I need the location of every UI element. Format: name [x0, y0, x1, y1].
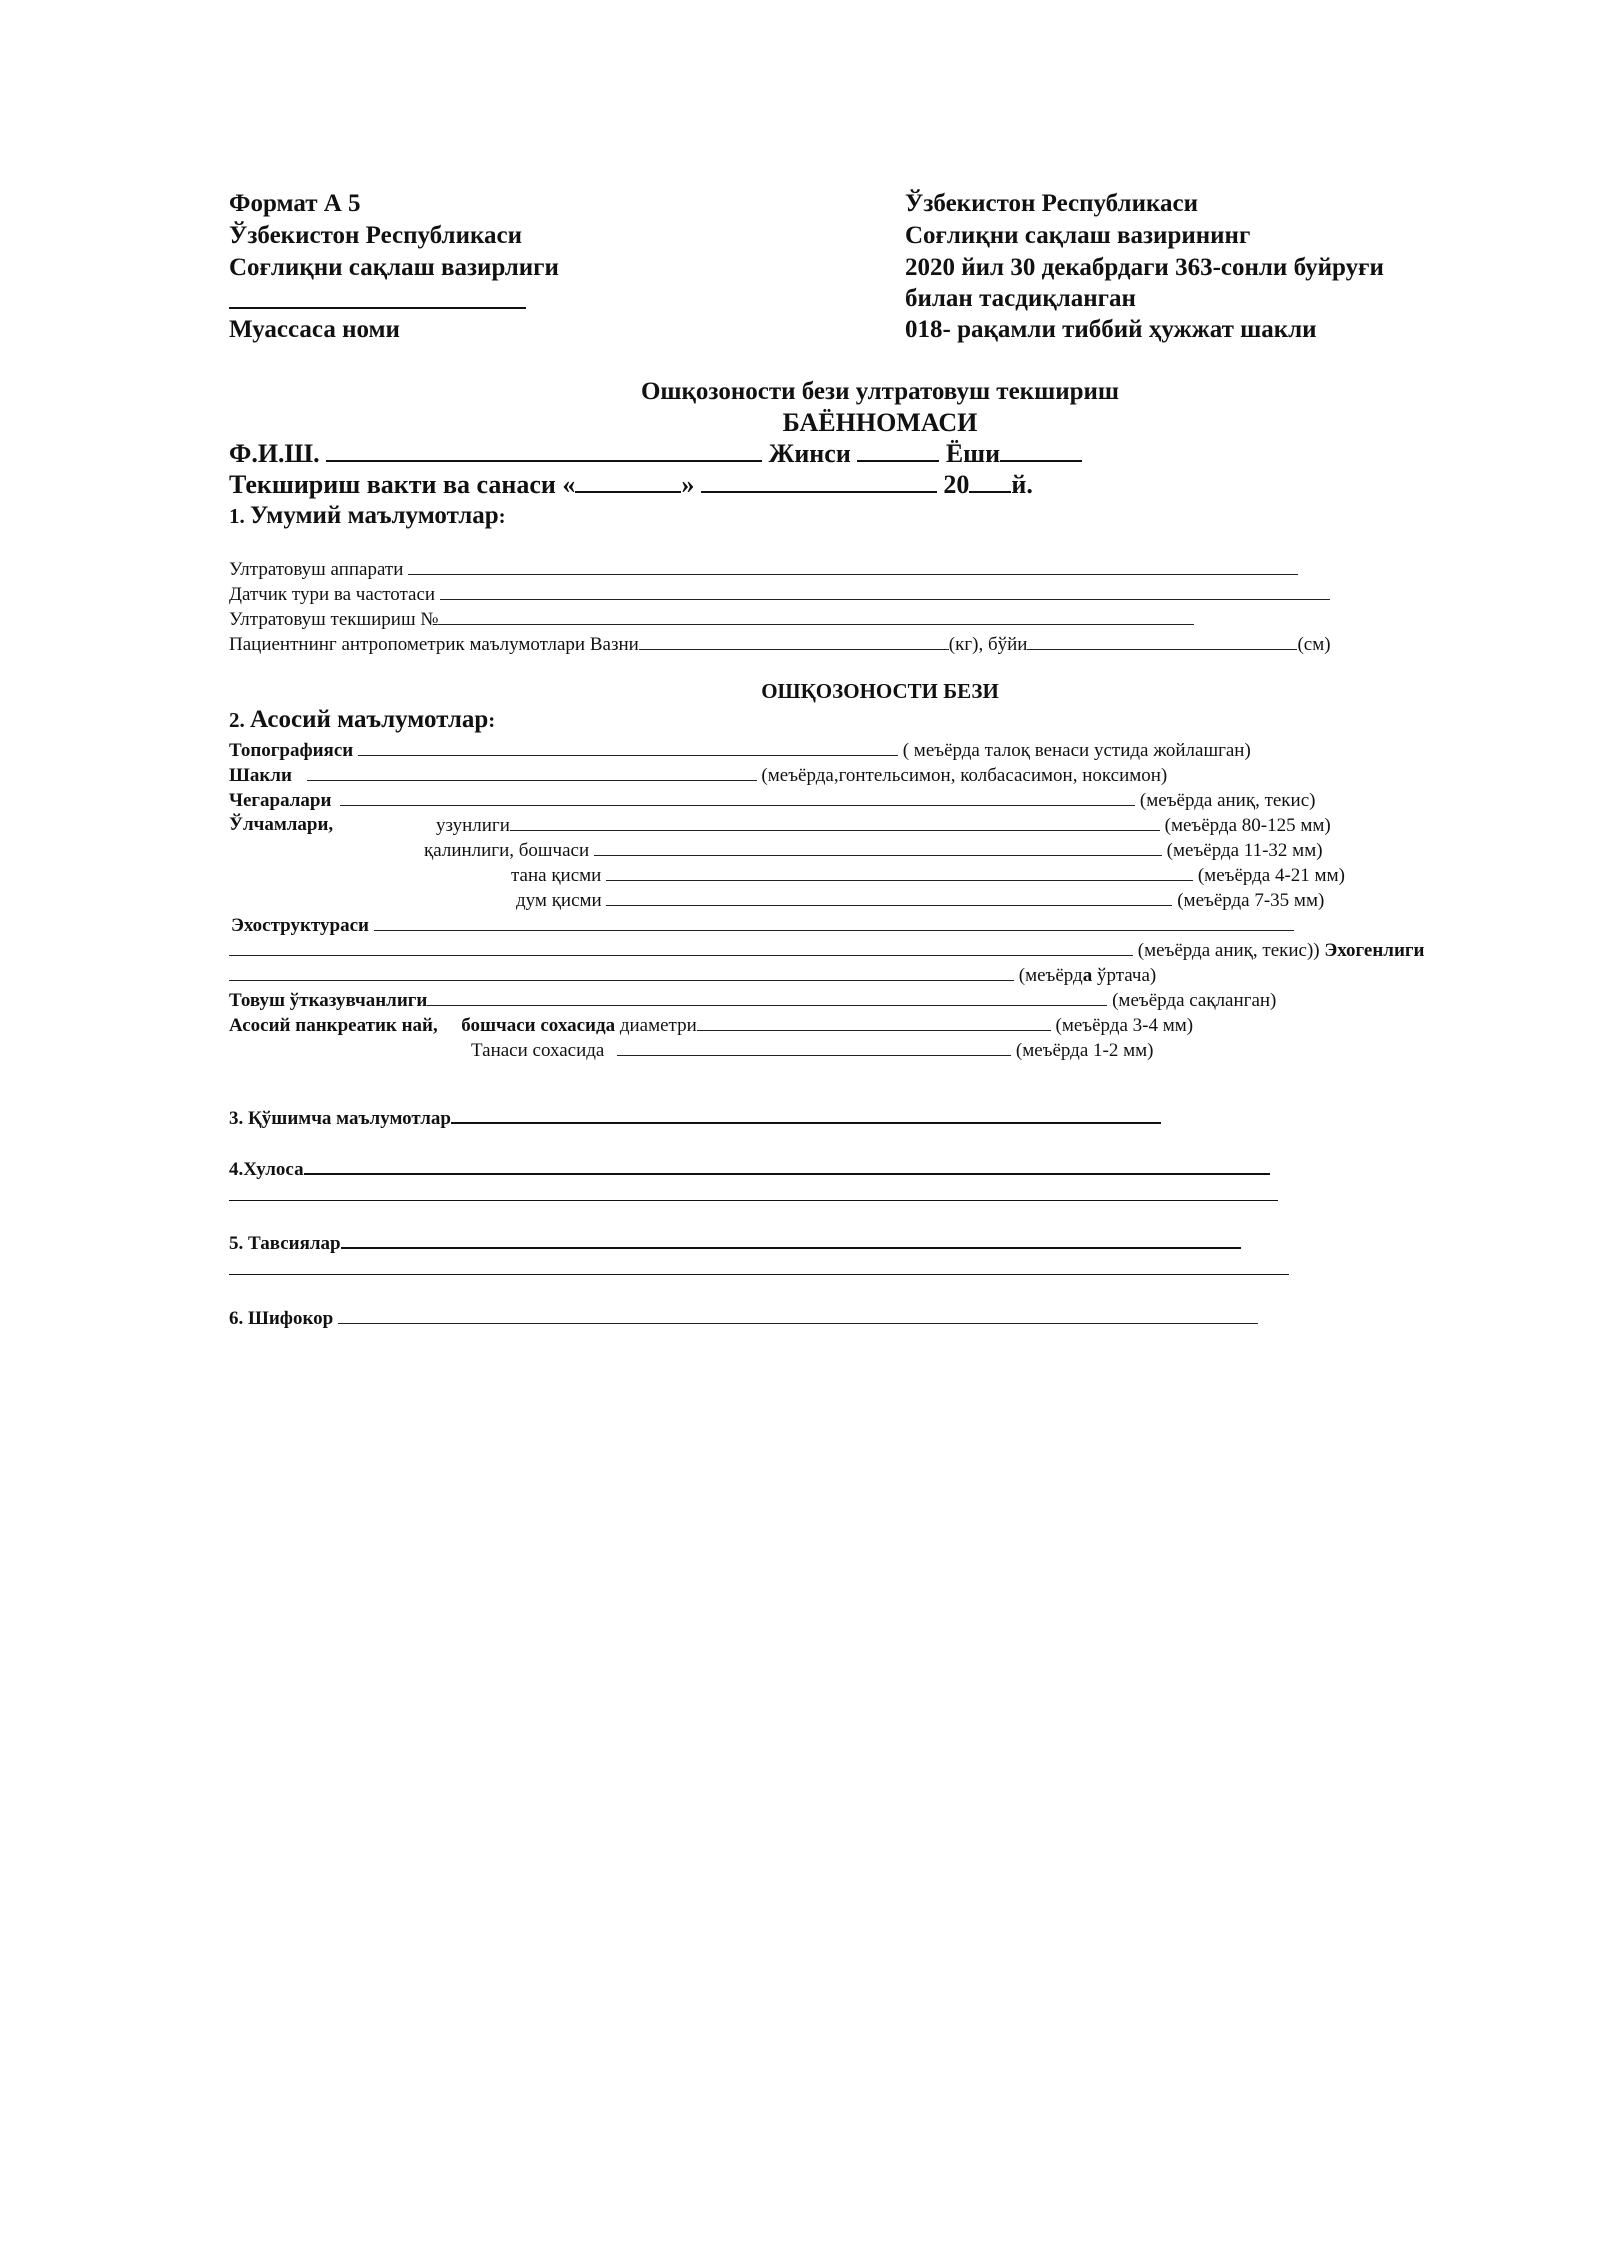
body-label: тана қисми: [511, 865, 602, 886]
echo-norm: (меъёрда аниқ, текис)): [1137, 940, 1320, 961]
section2-colon: :: [488, 708, 496, 732]
section3-field[interactable]: [451, 1106, 1161, 1124]
echo-norm-row: [229, 937, 1424, 963]
section4-row: [229, 1157, 1270, 1182]
age-label: Ёши: [945, 439, 1001, 468]
section2-title: Асосий маълумотлар: [250, 706, 489, 733]
device-label: Ултратовуш аппарати: [229, 559, 404, 580]
section4-field-2[interactable]: [229, 1200, 1278, 1201]
length-label: узунлиги: [436, 815, 510, 836]
diameter-label: диаметри: [619, 1015, 697, 1036]
approved-line: билан тасдиқланган: [905, 285, 1136, 312]
institution-name-field[interactable]: [229, 283, 526, 309]
institution-label: Муассаса номи: [229, 316, 400, 343]
duct-head-field[interactable]: [697, 1012, 1051, 1031]
day-field[interactable]: [575, 471, 681, 493]
topography-label: Топографияси: [229, 740, 354, 761]
year-prefix: 20: [943, 470, 970, 499]
order-line: 2020 йил 30 декабрдаги 363-сонли буйруғи: [905, 254, 1384, 281]
echogenicity-norm-b: а: [1082, 965, 1093, 986]
section4-field[interactable]: [304, 1157, 1270, 1175]
section3-label: 3. Қўшимча маълумотлар: [229, 1108, 451, 1129]
borders-row: [229, 787, 1315, 813]
duct-row: [229, 1012, 1193, 1038]
organ-title: ОШҚОЗОНОСТИ БЕЗИ: [761, 679, 999, 703]
section1-heading: [229, 501, 506, 531]
doctor-field[interactable]: [338, 1307, 1258, 1324]
duct-body-row: [471, 1037, 1153, 1063]
section2-num: 2.: [229, 708, 245, 732]
kg-label: (кг), бўйи: [948, 634, 1028, 655]
length-row: [436, 812, 1331, 838]
month-field[interactable]: [701, 471, 937, 493]
sensor-label: Датчик тури ва частотаси: [229, 584, 436, 605]
device-row: [229, 556, 1298, 582]
echogenicity-norm-c: ўртача): [1092, 965, 1157, 986]
sensor-field[interactable]: [440, 581, 1330, 600]
length-norm: (меъёрда 80-125 мм): [1164, 815, 1331, 836]
tail-norm: (меъёрда 7-35 мм): [1177, 890, 1325, 911]
exam-no-label: Ултратовуш текшириш №: [229, 609, 439, 630]
body-norm: (меъёрда 4-21 мм): [1197, 865, 1345, 886]
form-number-line: 018- рақамли тиббий ҳужжат шакли: [905, 316, 1317, 343]
topography-field[interactable]: [358, 737, 898, 756]
date-close: »: [681, 470, 695, 499]
republic-left: Ўзбекистон Республикаси: [229, 222, 523, 249]
conductivity-label: Товуш ўтказувчанлиги: [229, 990, 428, 1011]
height-field[interactable]: [1027, 631, 1297, 650]
anthro-label: Пациентнинг антропометрик маълумотлари Вазни: [229, 634, 639, 655]
length-field[interactable]: [510, 812, 1160, 831]
section4-label: 4.Хулоса: [229, 1159, 304, 1180]
section6-row: [229, 1306, 1258, 1331]
date-label: Текшириш вакти ва санаси «: [229, 470, 576, 499]
topography-row: [229, 737, 1251, 763]
section1-title: Умумий маълумотлар: [250, 502, 499, 529]
echostructure-field[interactable]: [374, 912, 1294, 931]
shape-label: Шакли: [229, 765, 292, 786]
head-field[interactable]: [594, 837, 1162, 856]
weight-field[interactable]: [639, 631, 949, 650]
body-field[interactable]: [606, 862, 1193, 881]
republic-right: Ўзбекистон Республикаси: [905, 190, 1199, 217]
duct-head-label: бошчаси сохасида: [461, 1015, 616, 1036]
section5-label: 5. Тавсиялар: [229, 1233, 341, 1254]
section1-num: 1.: [229, 504, 245, 528]
doc-title-line2: БАЁННОМАСИ: [782, 408, 978, 437]
duct-body-norm: (меъёрда 1-2 мм): [1015, 1040, 1154, 1061]
section1-colon: :: [498, 504, 506, 528]
dimensions-label: Ўлчамлари,: [229, 814, 334, 835]
section5-field-2[interactable]: [229, 1274, 1289, 1275]
cm-label: (см): [1297, 634, 1331, 655]
conductivity-norm: (меъёрда сақланган): [1112, 990, 1277, 1011]
section5-row: [229, 1231, 1241, 1256]
age-field[interactable]: [1000, 440, 1082, 462]
duct-body-field[interactable]: [617, 1037, 1011, 1056]
exam-no-field[interactable]: [438, 606, 1194, 625]
head-label: қалинлиги, бошчаси: [424, 840, 590, 861]
duct-label: Асосий панкреатик най,: [229, 1015, 438, 1036]
echostructure-label: Эхоструктураси: [231, 915, 369, 936]
device-field[interactable]: [408, 556, 1298, 575]
borders-label: Чегаралари: [229, 790, 332, 811]
duct-head-norm: (меъёрда 3-4 мм): [1055, 1015, 1194, 1036]
head-norm: (меъёрда 11-32 мм): [1166, 840, 1323, 861]
borders-norm: (меъёрда аниқ, текис): [1139, 790, 1316, 811]
tail-field[interactable]: [606, 887, 1172, 906]
fio-field[interactable]: [326, 440, 762, 462]
borders-field[interactable]: [340, 787, 1135, 806]
ministry-right: Соғлиқни сақлаш вазирининг: [905, 222, 1251, 249]
patient-line: [229, 438, 1082, 470]
body-row: [511, 862, 1345, 888]
conductivity-field[interactable]: [427, 987, 1107, 1006]
ministry-left: Соғлиқни сақлаш вазирлиги: [229, 254, 559, 281]
echogenicity-norm-a: (меъёрд: [1018, 965, 1083, 986]
section6-label: 6. Шифокор: [229, 1308, 334, 1329]
duct-body-label: Танаси сохасида: [471, 1040, 605, 1061]
head-row: [424, 837, 1323, 863]
echogenicity-label: Эхогенлиги: [1324, 940, 1425, 961]
shape-row: [229, 762, 1167, 788]
anthro-row: [229, 631, 1331, 657]
exam-no-row: [229, 606, 1194, 632]
echostructure-row: [231, 912, 1294, 938]
sensor-row: [229, 581, 1330, 607]
fio-label: Ф.И.Ш.: [229, 439, 320, 468]
shape-norm: (меъёрда,гонтельсимон, колбасасимон, ноксимон): [761, 765, 1168, 786]
section5-field[interactable]: [341, 1231, 1241, 1249]
section2-heading: [229, 705, 495, 735]
conductivity-row: [229, 987, 1276, 1013]
section3-row: [229, 1106, 1161, 1131]
tail-label: дум қисми: [516, 890, 602, 911]
year-suffix: й.: [1011, 470, 1033, 499]
gender-field[interactable]: [857, 440, 939, 462]
echogenicity-row: [229, 962, 1156, 988]
year-field[interactable]: [969, 471, 1011, 493]
gender-label: Жинси: [768, 439, 851, 468]
shape-field[interactable]: [307, 762, 757, 781]
format-label: Формат А 5: [229, 190, 361, 217]
tail-row: [516, 887, 1324, 913]
echostructure-field-2[interactable]: [229, 937, 1133, 956]
date-line: [229, 469, 1033, 501]
echogenicity-field[interactable]: [229, 962, 1014, 981]
doc-title-line1: Ошқозоности бези ултратовуш текшириш: [640, 378, 1120, 405]
topography-norm: ( меъёрда талоқ венаси устида жойлашган): [902, 740, 1251, 761]
